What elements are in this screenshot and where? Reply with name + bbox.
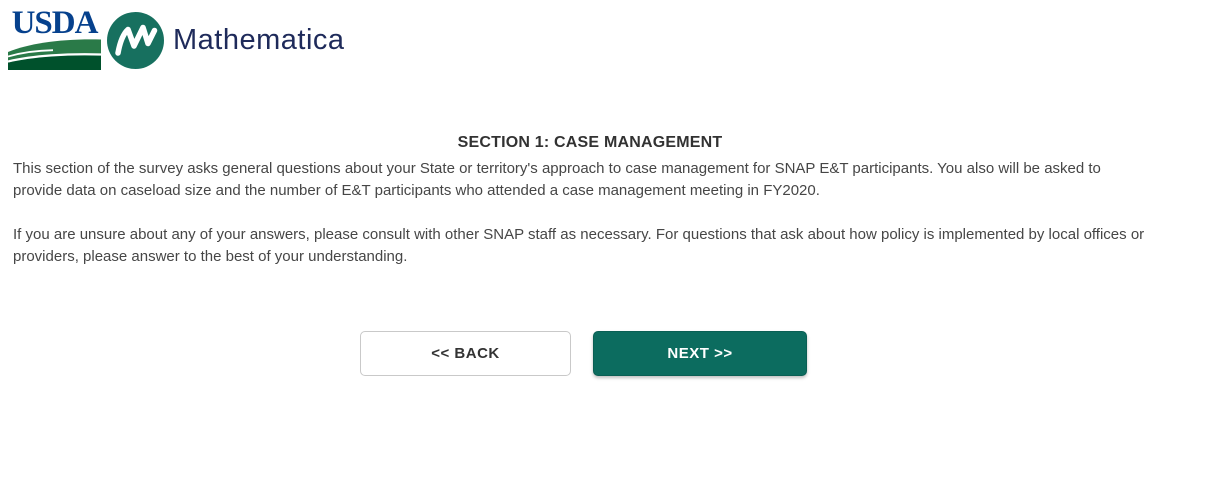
usda-logo bbox=[8, 5, 101, 70]
usda-field-icon bbox=[8, 38, 101, 70]
intro-paragraph: This section of the survey asks general questions about your State or territory's approach to case management for SNAP E&T participants. You also will be asked to provide data on caseload size and the number of E&T participants who attended a case management meeting in FY2020. bbox=[13, 160, 1101, 199]
mathematica-m-icon bbox=[107, 12, 164, 69]
header bbox=[8, 5, 345, 72]
usda-wordmark: USDA bbox=[11, 5, 98, 41]
nav-button-row bbox=[360, 331, 807, 376]
mathematica-wordmark: Mathematica bbox=[173, 24, 345, 56]
next-button[interactable]: NEXT >> bbox=[593, 331, 807, 376]
instructions-paragraph: If you are unsure about any of your answers, please consult with other SNAP staff as necessary. For questions that ask about how policy is implemented by local offices or providers, please answer to the best of your understanding. bbox=[13, 226, 1145, 265]
mathematica-logo bbox=[107, 12, 345, 69]
page-title: SECTION 1: CASE MANAGEMENT bbox=[457, 134, 723, 151]
back-button[interactable]: << BACK bbox=[360, 331, 571, 376]
